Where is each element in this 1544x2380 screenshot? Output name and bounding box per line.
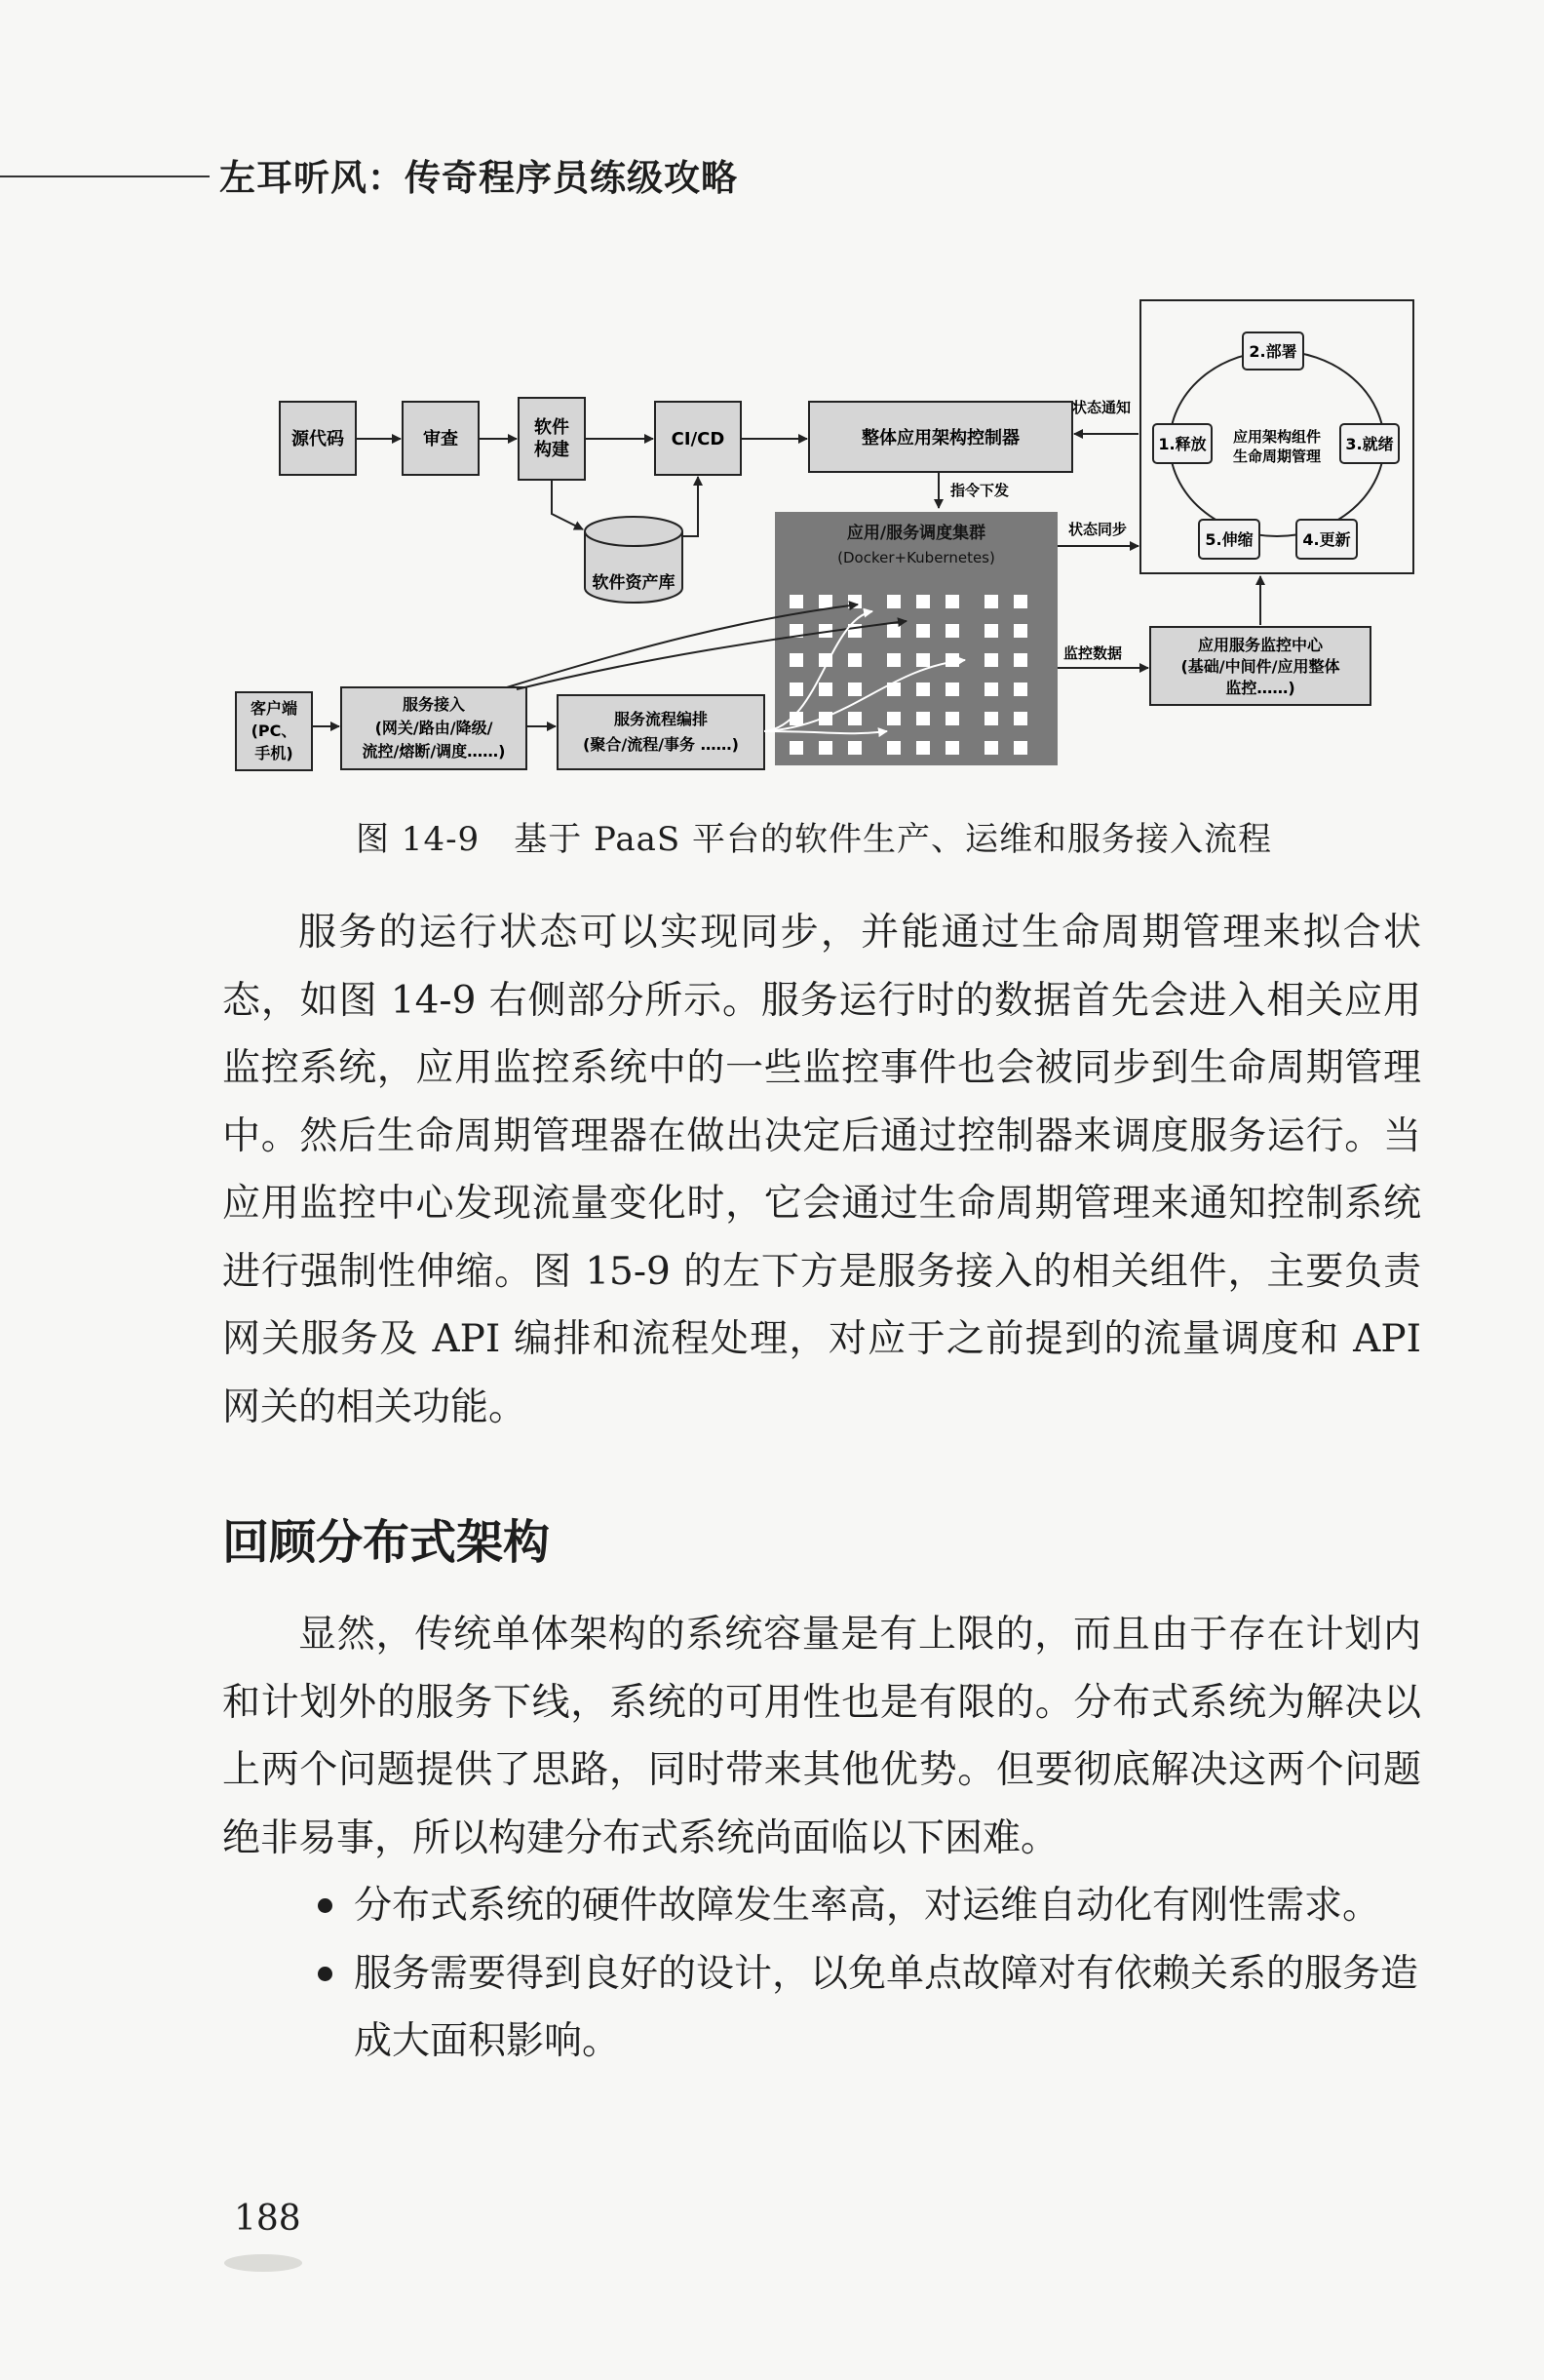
svg-text:客户端: 客户端	[250, 699, 298, 718]
cluster-cell	[1014, 683, 1027, 696]
svg-text:软件资产库: 软件资产库	[592, 573, 676, 593]
cluster-cell	[984, 595, 998, 608]
figure-caption: 图 14-9 基于 PaaS 平台的软件生产、运维和服务接入流程	[356, 820, 1272, 859]
cluster-cell	[984, 683, 998, 696]
cluster-cell	[916, 595, 930, 608]
cluster-cell	[819, 741, 832, 755]
svg-text:源代码: 源代码	[291, 429, 344, 449]
cluster-cell	[916, 712, 930, 725]
cluster-cell	[946, 683, 959, 696]
header-rule	[0, 176, 210, 177]
svg-text:服务接入: 服务接入	[402, 695, 466, 714]
cluster-cell	[887, 653, 901, 667]
cluster-cell	[819, 595, 832, 608]
cluster-title: 应用/服务调度集群	[846, 524, 986, 543]
svg-text:应用服务监控中心: 应用服务监控中心	[1197, 636, 1324, 654]
box-architecture-controller	[809, 402, 1072, 472]
cluster-cell	[916, 624, 930, 638]
cluster-cell	[848, 653, 862, 667]
cluster-cell	[946, 712, 959, 725]
paragraph-1	[222, 899, 1421, 1441]
lifecycle-frame	[1140, 300, 1413, 573]
svg-text:流控/熔断/调度……): 流控/熔断/调度……)	[362, 742, 506, 761]
cluster-cell	[848, 712, 862, 725]
lifecycle-center-line1: 应用架构组件	[1232, 428, 1322, 446]
cluster-cell	[1014, 712, 1027, 725]
stage-release	[1153, 424, 1212, 463]
cluster-cell	[984, 653, 998, 667]
stage-update	[1296, 520, 1357, 559]
stage-deploy	[1243, 332, 1303, 370]
svg-text:手机): 手机)	[254, 744, 293, 762]
svg-text:(聚合/流程/事务 ……): (聚合/流程/事务 ……)	[583, 735, 739, 754]
svg-text:监控……): 监控……)	[1225, 679, 1295, 697]
cluster-cell	[1014, 653, 1027, 667]
cluster-cell	[790, 683, 803, 696]
svg-text:1.释放: 1.释放	[1158, 435, 1207, 453]
cluster-cell	[946, 595, 959, 608]
cluster-cell	[887, 595, 901, 608]
cluster-cell	[790, 741, 803, 755]
box-monitor-center	[1150, 627, 1370, 705]
cluster-cell	[887, 712, 901, 725]
cluster-cell	[819, 683, 832, 696]
svg-text:(基础/中间件/应用整体: (基础/中间件/应用整体	[1180, 657, 1340, 676]
cluster-cell	[984, 712, 998, 725]
running-header-title: 左耳听风：传奇程序员练级攻略	[219, 157, 738, 199]
svg-text:整体应用架构控制器: 整体应用架构控制器	[862, 428, 1020, 449]
bullet-list	[222, 1872, 1421, 2076]
cluster-cell	[946, 653, 959, 667]
section-heading: 回顾分布式架构	[222, 1515, 551, 1570]
cluster-cell	[984, 741, 998, 755]
label-monitor-data: 监控数据	[1063, 644, 1123, 662]
cluster-cell	[887, 741, 901, 755]
lifecycle-center-line2: 生命周期管理	[1232, 448, 1322, 465]
cluster-cell	[1014, 595, 1027, 608]
svg-text:服务流程编排: 服务流程编排	[613, 710, 709, 728]
label-status-sync: 状态同步	[1068, 521, 1128, 538]
paragraph-2	[222, 1601, 1421, 1872]
svg-text:软件: 软件	[534, 417, 569, 438]
box-client	[236, 692, 312, 770]
box-service-orchestration	[558, 695, 764, 769]
bullet-dot-icon	[318, 1967, 332, 1981]
box-service-gateway	[341, 687, 526, 769]
cluster-cell	[790, 653, 803, 667]
bullet-dot-icon	[318, 1898, 332, 1913]
svg-text:3.就绪: 3.就绪	[1345, 435, 1394, 453]
svg-text:构建: 构建	[534, 440, 569, 460]
svg-text:审查: 审查	[423, 429, 458, 449]
page-curl-shadow	[224, 2254, 302, 2272]
paragraph-2-text: 显然，传统单体架构的系统容量是有上限的，而且由于存在计划内和计划外的服务下线，系统的可用性也是有限的。分布式系统为解决以上两个问题提供了思路，同时带来其他优势。但要彻底解决这两个问题绝非易事，所以构建分布式系统尚面临以下困难。	[222, 1613, 1421, 1860]
scheduling-cluster	[775, 512, 1058, 765]
cluster-cell	[984, 624, 998, 638]
svg-text:5.伸缩: 5.伸缩	[1205, 530, 1254, 549]
box-cicd	[655, 402, 741, 475]
cluster-cell	[946, 741, 959, 755]
cluster-cell	[1014, 624, 1027, 638]
stage-ready	[1340, 424, 1399, 463]
cluster-cell	[848, 683, 862, 696]
cluster-cell	[916, 741, 930, 755]
bullet-item: 分布式系统的硬件故障发生率高，对运维自动化有刚性需求。	[222, 1872, 1421, 1940]
arrow-build-to-repo	[552, 480, 583, 529]
arrow-repo-to-cicd	[682, 477, 698, 536]
box-software-build	[519, 398, 585, 480]
cluster-cell	[916, 683, 930, 696]
stage-scale	[1199, 520, 1259, 559]
cluster-cell	[848, 741, 862, 755]
cluster-cell	[946, 624, 959, 638]
label-status-notify: 状态通知	[1072, 399, 1132, 416]
label-command-down: 指令下发	[950, 482, 1010, 499]
cluster-cell	[790, 595, 803, 608]
cylinder-asset-repo	[585, 517, 682, 603]
svg-text:2.部署: 2.部署	[1249, 342, 1297, 361]
bullet-item: 服务需要得到良好的设计，以免单点故障对有依赖关系的服务造成大面积影响。	[222, 1940, 1421, 2076]
svg-text:(PC、: (PC、	[251, 722, 297, 740]
cluster-cell	[887, 624, 901, 638]
svg-text:4.更新: 4.更新	[1302, 530, 1351, 549]
svg-text:CI/CD: CI/CD	[671, 429, 725, 449]
box-review	[403, 402, 479, 475]
page-number: 188	[234, 2199, 301, 2239]
cluster-subtitle: (Docker+Kubernetes)	[837, 549, 995, 566]
box-source-code	[280, 402, 356, 475]
svg-text:(网关/路由/降级/: (网关/路由/降级/	[374, 719, 493, 737]
cluster-cell	[1014, 741, 1027, 755]
paragraph-1-text: 服务的运行状态可以实现同步，并能通过生命周期管理来拟合状态，如图 14-9 右侧部分所示。服务运行时的数据首先会进入相关应用监控系统，应用监控系统中的一些监控事件也会被同步到生命周期管理中。然后生命周期管理器在做出决定后通过控制器来调度服务运行。当应用监控中心发现流量变化时，它会通过生命周期管理来通知控制系统进行强制性伸缩。图 15-9 的左下方是服务接入的相关组件，主要负责网关服务及 API 编排和流程处理，对应于之前提到的流量调度和 API 网关的相关功能。	[222, 911, 1421, 1429]
cluster-cell	[916, 653, 930, 667]
figure-14-9-diagram	[224, 297, 1418, 775]
